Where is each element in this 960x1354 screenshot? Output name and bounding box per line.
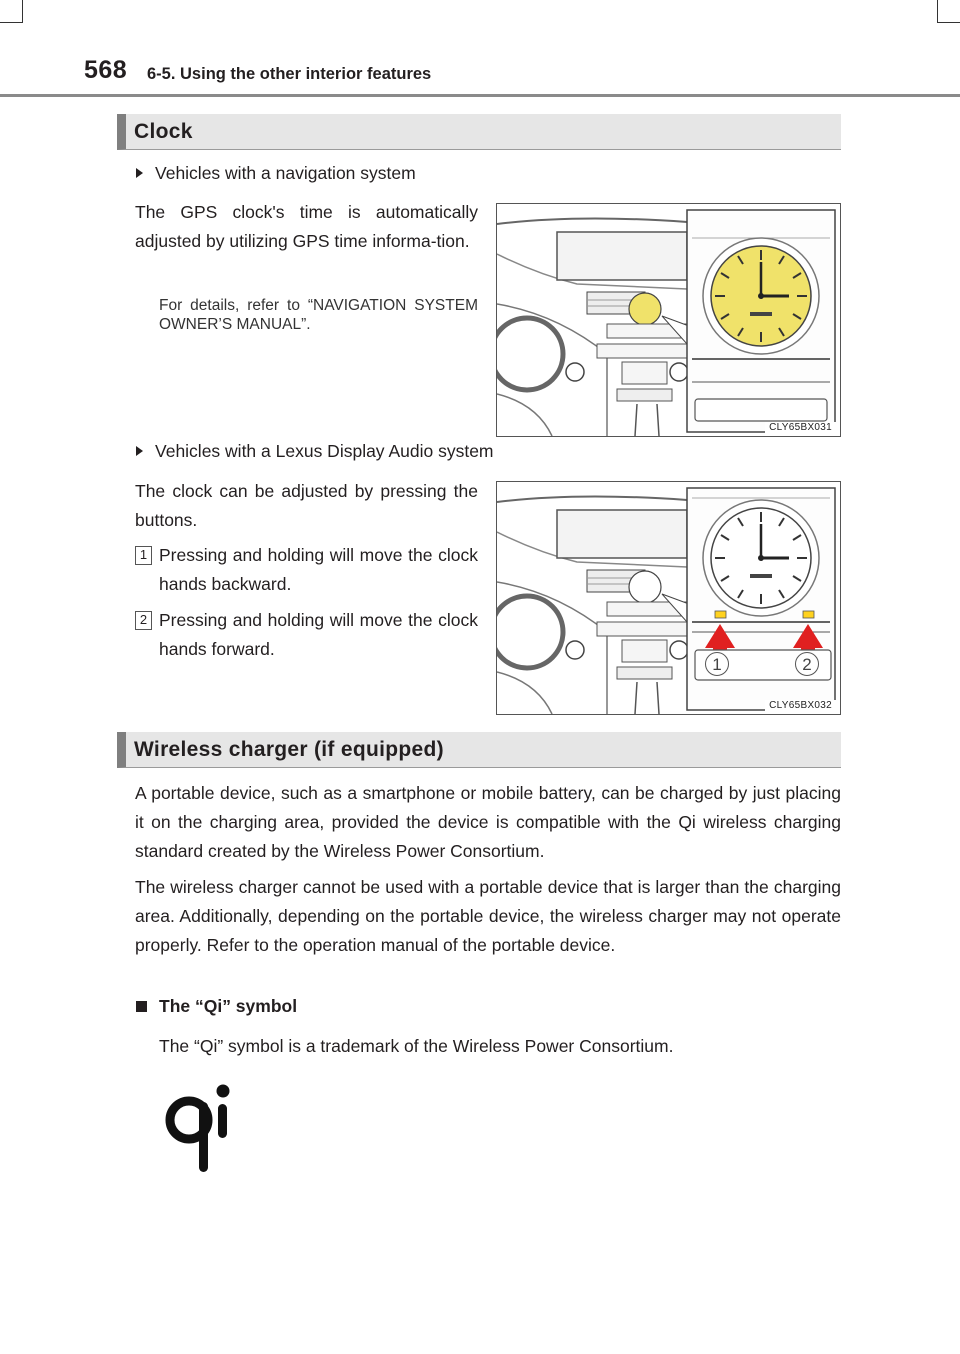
bullet-text: Vehicles with a Lexus Display Audio system bbox=[155, 441, 494, 461]
crop-mark-top-left bbox=[0, 0, 23, 23]
figure-code: CLY65BX032 bbox=[765, 700, 836, 711]
figure-label-2: 2 bbox=[795, 652, 819, 676]
qi-logo bbox=[164, 1082, 232, 1174]
wireless-paragraph-1: A portable device, such as a smartphone or mobile battery, can be charged by just placing it on the charging area, provided the device is compatible with the Qi wireless charging standard created by the Wireless Power Consortium. bbox=[135, 783, 841, 861]
running-head: 6-5. Using the other interior features bbox=[147, 65, 432, 83]
nav-note: For details, refer to “NAVIGATION SYSTEM OWNER’S MANUAL”. bbox=[159, 297, 478, 333]
figure-code: CLY65BX031 bbox=[765, 422, 836, 433]
triangle-bullet-icon bbox=[136, 168, 143, 178]
bullet-navigation bbox=[136, 163, 416, 184]
figure-nav-clock bbox=[496, 203, 841, 437]
section-header-wireless-charger bbox=[117, 732, 841, 768]
dashboard-illustration-nav bbox=[497, 204, 840, 436]
qi-trademark-text: The “Qi” symbol is a trademark of the Wireless Power Consortium. bbox=[159, 1036, 674, 1056]
bullet-display-audio bbox=[136, 441, 494, 462]
page-number: 568 bbox=[84, 56, 128, 84]
dashboard-illustration-audio bbox=[497, 482, 840, 714]
figure-label-1: 1 bbox=[705, 652, 729, 676]
display-audio-paragraph: The clock can be adjusted by pressing the buttons. bbox=[135, 481, 478, 530]
item-text-2: Pressing and holding will move the clock hands forward. bbox=[159, 610, 478, 659]
triangle-bullet-icon bbox=[136, 446, 143, 456]
item-number-1: 1 bbox=[135, 546, 152, 565]
qi-subheading bbox=[136, 996, 297, 1017]
section-header-clock bbox=[117, 114, 841, 150]
figure-display-audio-clock bbox=[496, 481, 841, 715]
bullet-text: Vehicles with a navigation system bbox=[155, 163, 416, 183]
section-title: Clock bbox=[134, 120, 193, 143]
crop-mark-top-right bbox=[937, 0, 960, 23]
wireless-paragraph-2: The wireless charger cannot be used with a portable device that is larger than the charging area. Additionally, depending on the portable device, the wireless charger may not operate properly. Refer to the operation manual of the portable device. bbox=[135, 877, 841, 955]
nav-paragraph: The GPS clock's time is automatically adjusted by utilizing GPS time informa-tion. bbox=[135, 202, 478, 251]
square-bullet-icon bbox=[136, 1001, 147, 1012]
header-rule bbox=[0, 94, 960, 97]
qi-symbol-icon bbox=[164, 1082, 232, 1174]
item-text-1: Pressing and holding will move the clock hands backward. bbox=[159, 545, 478, 594]
subheading-text: The “Qi” symbol bbox=[159, 996, 298, 1016]
item-number-2: 2 bbox=[135, 611, 152, 630]
section-title: Wireless charger (if equipped) bbox=[134, 738, 444, 761]
